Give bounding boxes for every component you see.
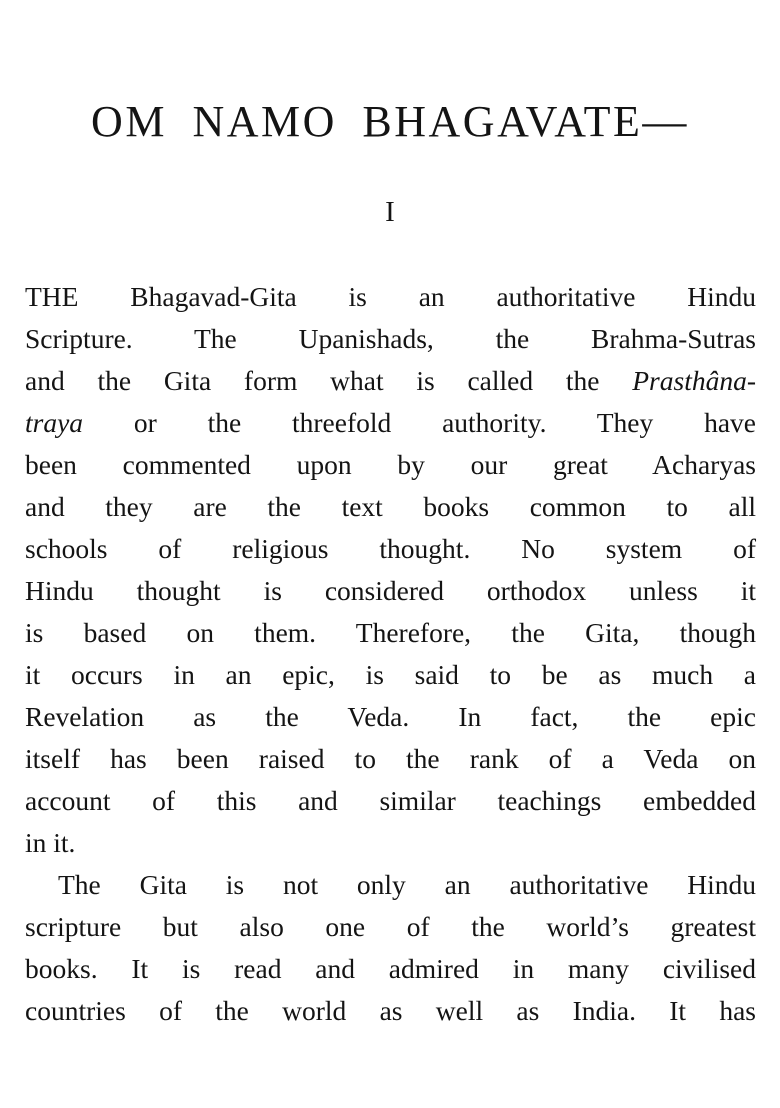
text-line: account of this and similar teachings embedded — [25, 785, 756, 816]
text-line — [25, 402, 756, 444]
text-line: Hindu thought is considered orthodox unless it — [25, 575, 756, 606]
body-text — [25, 276, 756, 1032]
paragraph-1 — [25, 276, 756, 864]
text-line: is based on them. Therefore, the Gita, though — [25, 617, 756, 648]
text-segment: or the threefold authority. They have — [83, 407, 756, 438]
paragraph-2 — [25, 864, 756, 1032]
text-line: it occurs in an epic, is said to be as much a — [25, 659, 756, 690]
text-line: schools of religious thought. No system of — [25, 533, 756, 564]
text-segment: and the Gita form what is called the — [25, 365, 633, 396]
page-title: OM NAMO BHAGAVATE— — [91, 97, 689, 146]
text-line: countries of the world as well as India. It has — [25, 995, 756, 1026]
text-line: books. It is read and admired in many civilised — [25, 953, 756, 984]
text-line: The Gita is not only an authoritative Hindu — [58, 869, 756, 900]
text-line: in it. — [25, 827, 76, 858]
italic-term: Prasthâna- — [632, 365, 756, 396]
section-number: I — [385, 196, 395, 228]
text-line — [25, 360, 756, 402]
text-line: and they are the text books common to all — [25, 491, 756, 522]
text-line: Scripture. The Upanishads, the Brahma-Sutras — [25, 323, 756, 354]
text-line: Revelation as the Veda. In fact, the epic — [25, 701, 756, 732]
text-line: been commented upon by our great Acharyas — [25, 449, 756, 480]
italic-term: traya — [25, 407, 84, 438]
text-line: itself has been raised to the rank of a Veda on — [25, 743, 756, 774]
text-line: scripture but also one of the world’s greatest — [25, 911, 756, 942]
text-line: THE Bhagavad-Gita is an authoritative Hindu — [25, 281, 756, 312]
